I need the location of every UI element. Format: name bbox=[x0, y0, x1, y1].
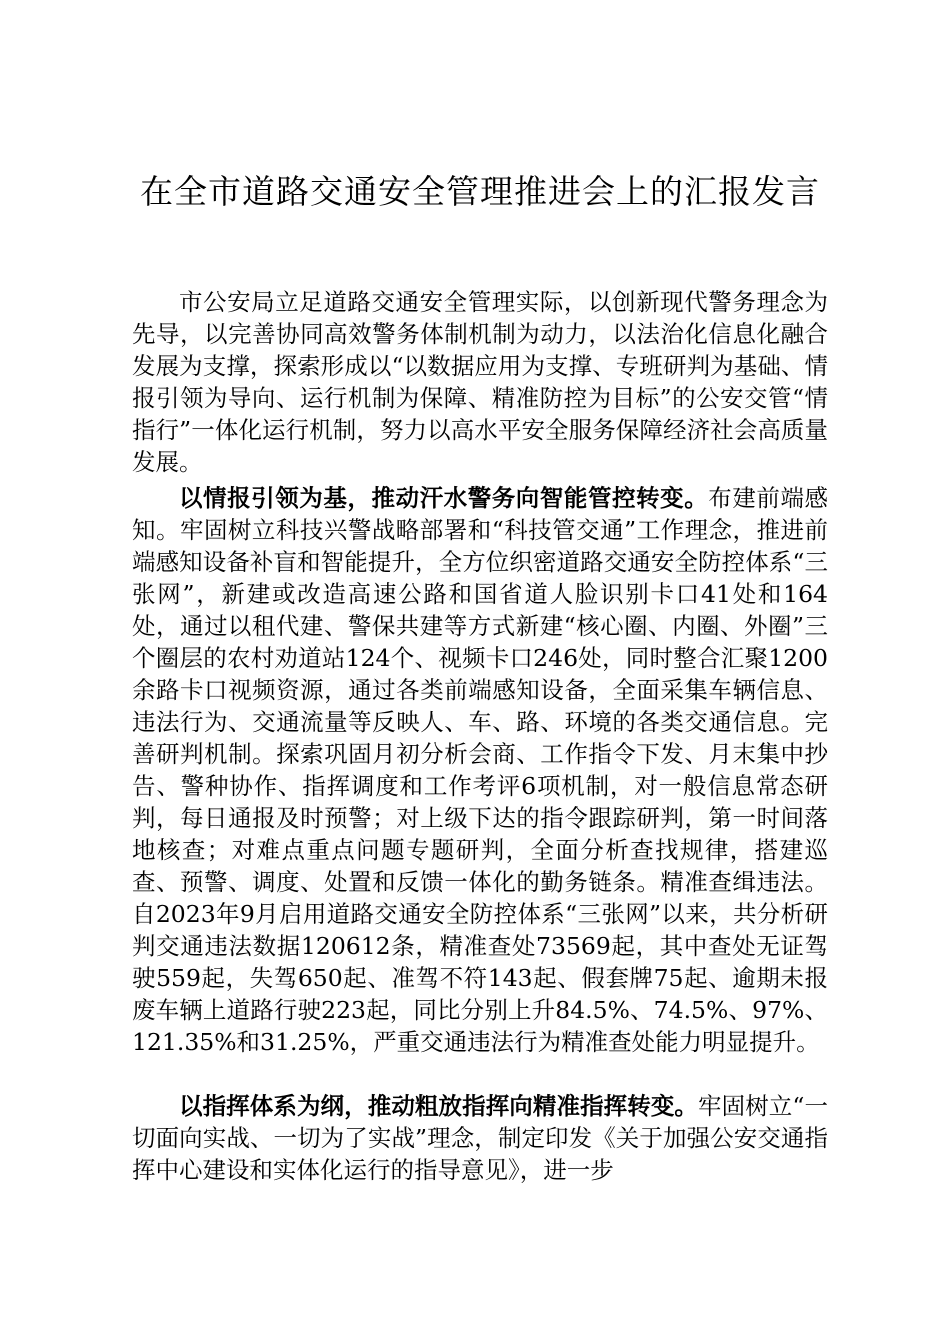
paragraph-intelligence-heading: 以情报引领为基，推动汗水警务向智能管控转变。 bbox=[179, 484, 709, 512]
paragraph-command-text: 牢固树立“一切面向实战、一切为了实战”理念，制定印发《关于加强公安交通指挥中心建设和实体化运行的指导意见》，进一步 bbox=[132, 1092, 829, 1184]
document-title: 在全市道路交通安全管理推进会上的汇报发言 bbox=[140, 172, 820, 211]
paragraph-intro bbox=[132, 286, 828, 478]
paragraph-command-heading: 以指挥体系为纲，推动粗放指挥向精准指挥转变。 bbox=[179, 1092, 699, 1120]
paragraph-intelligence bbox=[132, 482, 828, 1058]
paragraph-intro-text: 市公安局立足道路交通安全管理实际，以创新现代警务理念为先导，以完善协同高效警务体制机制为动力，以法治化信息化融合发展为支撑，探索形成以“以数据应用为支撑、专班研判为基础、情报引领为导向、运行机制为保障、精准防控为目标”的公安交管“情指行”一体化运行机制，努力以高水平安全服务保障经济社会高质量发展。 bbox=[132, 288, 828, 476]
paragraph-command bbox=[132, 1090, 828, 1186]
paragraph-intelligence-text: 布建前端感知。牢固树立科技兴警战略部署和“科技管交通”工作理念，推进前端感知设备补盲和智能提升，全方位织密道路交通安全防控体系“三张网”，新建或改造高速公路和国省道人脸识别卡口41处和164处，通过以租代建、警保共建等方式新建“核心圈、内圈、外圈”三个圈层的农村劝道站124个、视频卡口246处，同时整合汇聚1200余路卡口视频资源，通过各类前端感知设备，全面采集车辆信息、违法行为、交通流量等反映人、车、路、环境的各类交通信息。完善研判机制。探索巩固月初分析会商、工作指令下发、月末集中抄告、警种协作、指挥调度和工作考评6项机制，对一般信息常态研判，每日通报及时预警；对上级下达的指令跟踪研判，第一时间落地核查；对难点重点问题专题研判，全面分析查找规律，搭建巡查、预警、调度、处置和反馈一体化的勤务链条。精准查缉违法。自2023年9月启用道路交通安全防控体系“三张网”以来，共分析研判交通违法数据120612条，精准查处73569起，其中查处无证驾驶559起，失驾650起、准驾不符143起、假套牌75起、逾期未报废车辆上道路行驶223起，同比分别上升84.5%、74.5%、97%、121.35%和31.25%，严重交通违法行为精准查处能力明显提升。 bbox=[132, 484, 829, 1056]
